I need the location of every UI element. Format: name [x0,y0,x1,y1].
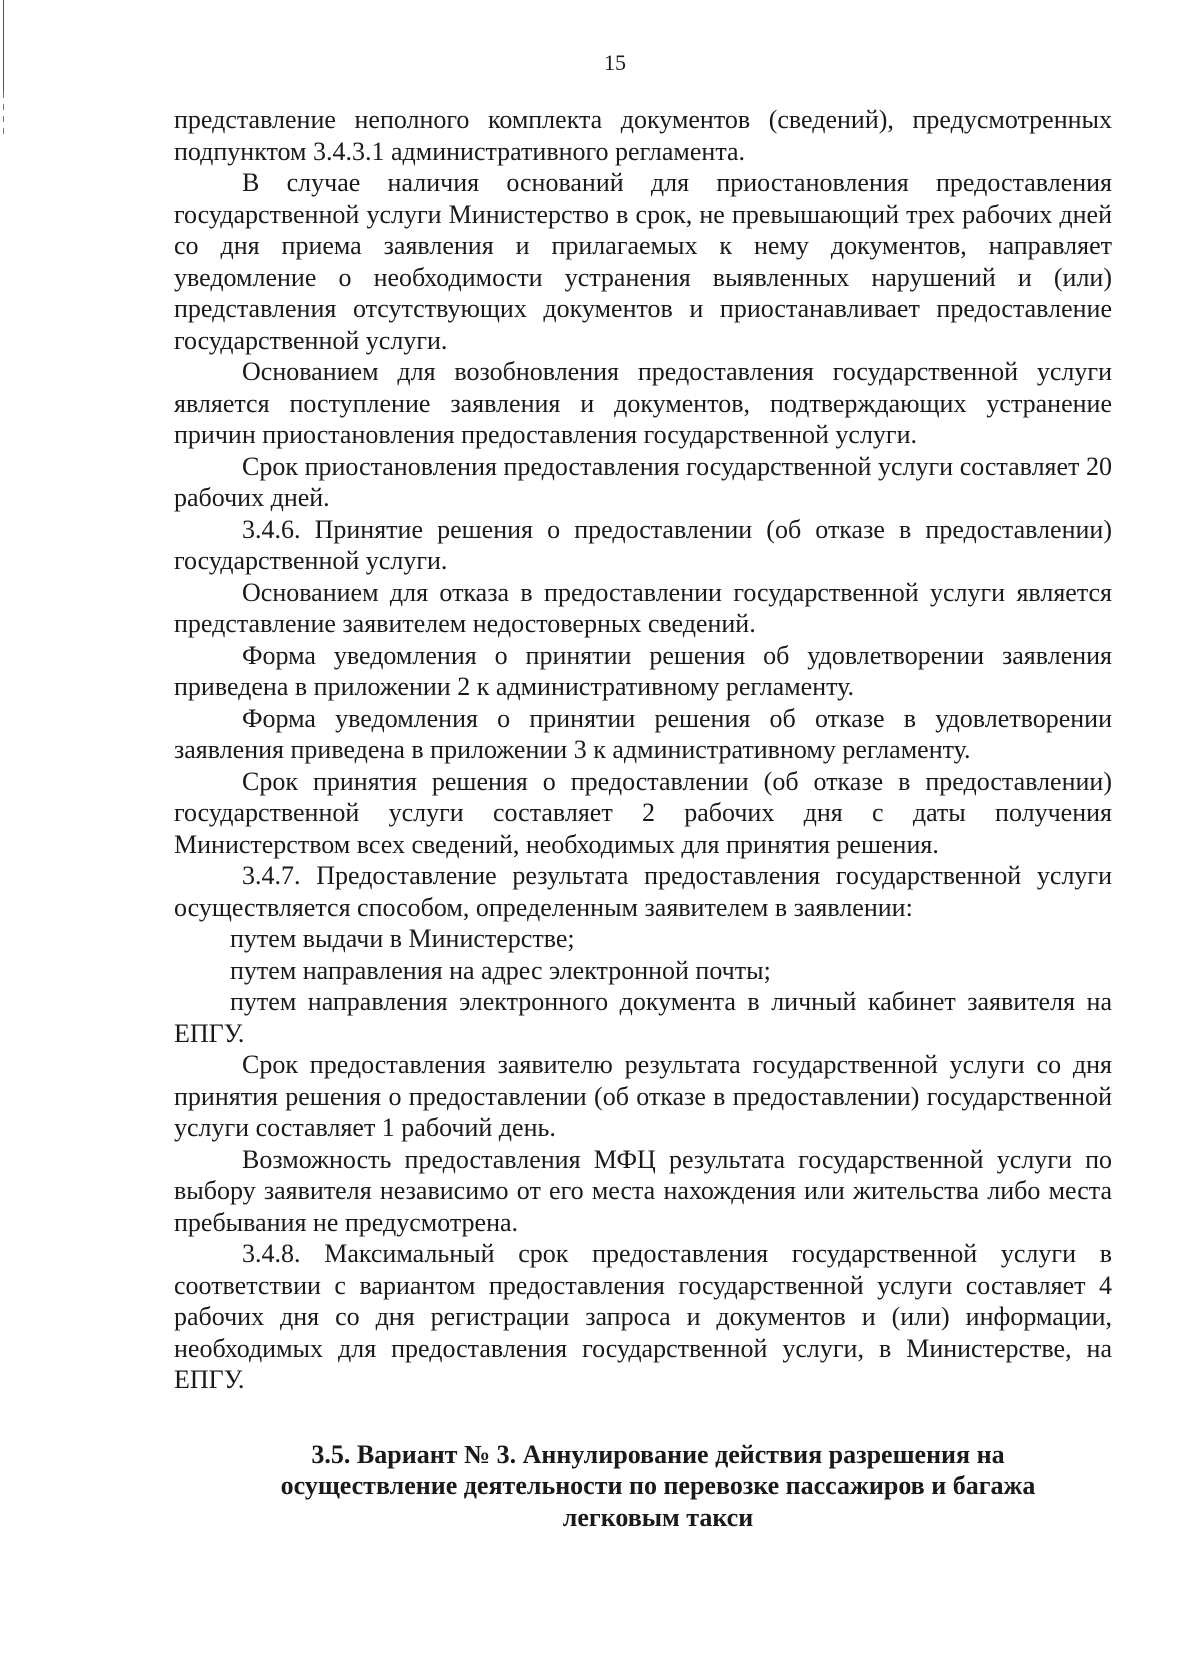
scan-edge-line [3,0,4,92]
section-heading: 3.5. Вариант № 3. Аннулирование действия разрешения на осуществление деятельности по перевозке пассажиров и багажа легковым такси [280,1439,1036,1532]
paragraph: 3.4.8. Максимальный срок предоставления государственной услуги в соответствии с вариантом предоставления государственной услуги составляет 4 рабочих дня со дня регистрации запроса и документов и (или) информации, необходимых для предоставления государственной услуги, в Министерстве, на ЕПГУ. [174,1239,1112,1394]
paragraph: Срок предоставления заявителю результата государственной услуги со дня принятия решения о предоставлении (об отказе в предоставлении) государственной услуги составляет 1 рабочий день. [174,1050,1112,1142]
paragraph: представление неполного комплекта документов (сведений), предусмотренных подпунктом 3.4.3.1 административного регламента. [174,105,1112,166]
paragraph: Форма уведомления о принятии решения об удовлетворении заявления приведена в приложении 2 к административному регламенту. [174,640,1112,701]
list-item: путем направления на адрес электронной почты; [230,955,771,985]
paragraph: Основанием для отказа в предоставлении государственной услуги является представление заявителем недостоверных сведений. [174,577,1112,638]
paragraph: Срок приостановления предоставления государственной услуги составляет 20 рабочих дней. [174,451,1112,512]
list-item: путем направления электронного документа в личный кабинет заявителя на ЕПГУ. [174,987,1112,1048]
paragraph: 3.4.6. Принятие решения о предоставлении (об отказе в предоставлении) государственной услуги. [174,514,1112,575]
paragraph: Основанием для возобновления предоставления государственной услуги является поступление заявления и документов, подтверждающих устранение причин приостановления предоставления государственной услуги. [174,357,1112,449]
scan-edge-dashes [3,92,4,140]
document-body [174,104,1112,1533]
paragraph: Срок принятия решения о предоставлении (об отказе в предоставлении) государственной услуги составляет 2 рабочих дня с даты получения Министерством всех сведений, необходимых для принятия решения. [174,766,1112,859]
page-number: 15 [604,50,626,75]
paragraph: В случае наличия оснований для приостановления предоставления государственной услуги Министерство в срок, не превышающий трех рабочих дней со дня приема заявления и прилагаемых к нему документов, направляет уведомление о необходимости устранения выявленных нарушений и (или) представления отсутствующих документов и приостанавливает предоставление государственной услуги. [174,168,1112,355]
paragraph: 3.4.7. Предоставление результата предоставления государственной услуги осуществляется способом, определенным заявителем в заявлении: [174,861,1112,922]
list-item: путем выдачи в Министерстве; [230,924,575,953]
paragraph: Форма уведомления о принятии решения об отказе в удовлетворении заявления приведена в приложении 3 к административному регламенту. [174,703,1112,764]
paragraph: Возможность предоставления МФЦ результата государственной услуги по выбору заявителя независимо от его места нахождения или жительства либо места пребывания не предусмотрена. [174,1144,1112,1237]
